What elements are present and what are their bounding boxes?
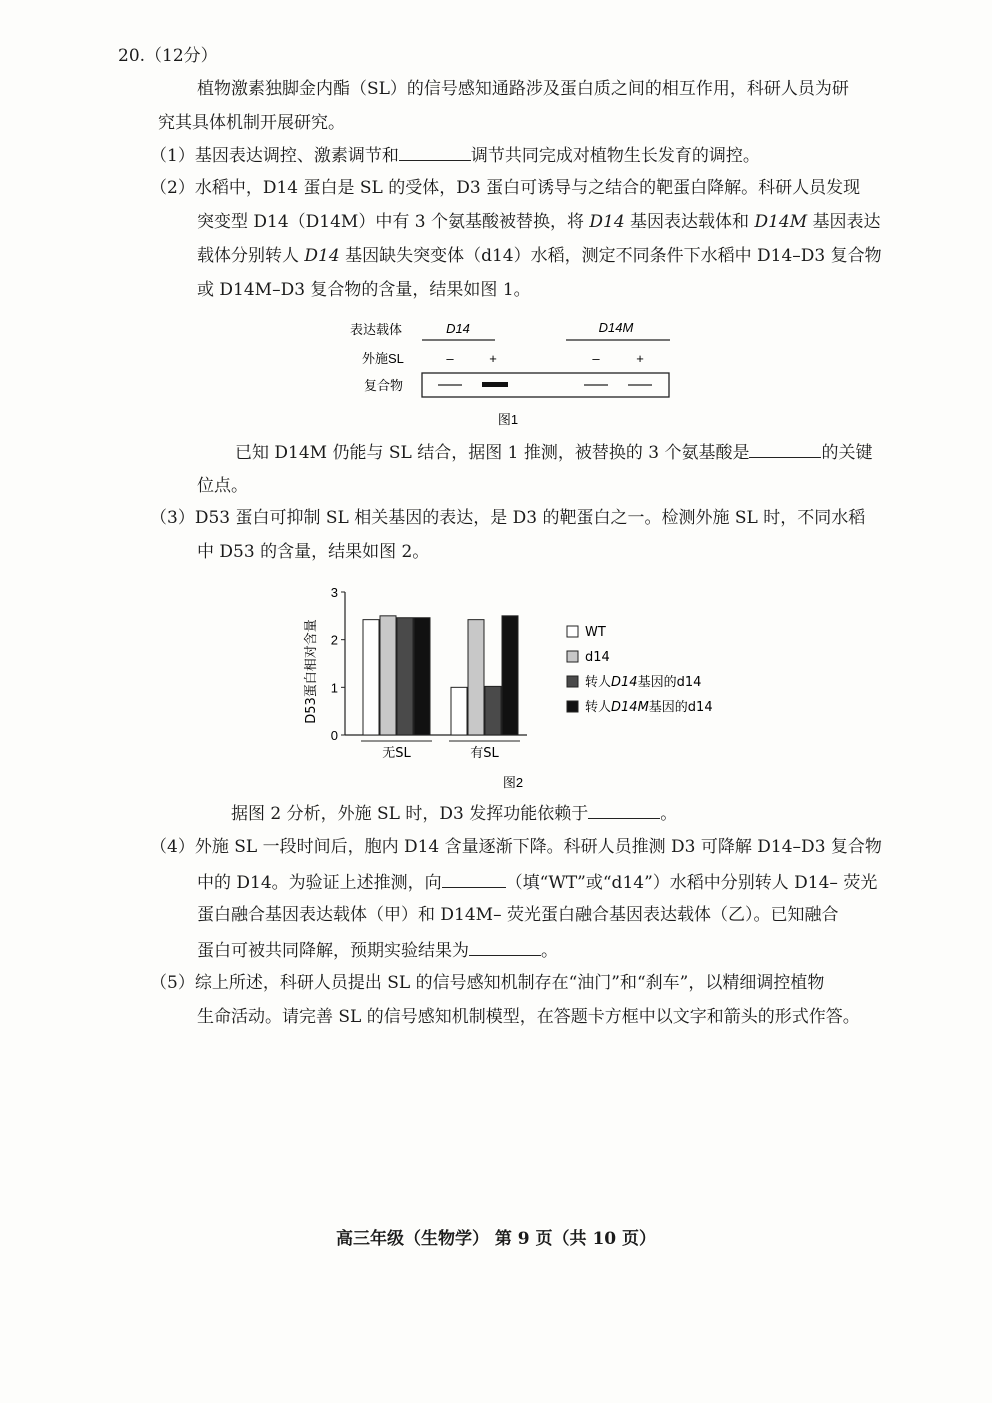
q4-text-4b: 。 — [541, 941, 558, 961]
category-label: 无SL — [382, 746, 411, 761]
legend-swatch — [567, 651, 578, 662]
bar-1-1 — [363, 620, 379, 735]
y-tick-label: 3 — [330, 585, 338, 600]
q2-line-4: 或 D14M–D3 复合物的含量，结果如图 1。 — [197, 280, 531, 300]
q2-text-2c: 基因表达载体和 — [624, 212, 755, 232]
bar-2-3 — [485, 686, 501, 735]
q2-after-text-a: 已知 D14M 仍能与 SL 结合，据图 1 推测，被替换的 3 个氨基酸是 — [235, 443, 750, 463]
q4-text-2b: （填“WT”或“d14”）水稻中分别转人 D14– 荧光 — [505, 873, 878, 893]
fig1-row-label-complex: 复合物 — [364, 378, 404, 393]
q2-answer-blank[interactable] — [749, 439, 821, 458]
q2-line-2 — [197, 210, 881, 234]
fig1-group-d14: D14 — [446, 321, 470, 336]
q2-gene-d14m: D14M — [754, 212, 808, 232]
intro-line-2: 究其具体机制开展研究。 — [158, 113, 345, 133]
q2-line-3 — [197, 244, 882, 268]
q1-text-a: 基因表达调控、激素调节和 — [194, 146, 399, 166]
question-header — [118, 44, 218, 68]
category-label: 有SL — [470, 746, 499, 761]
q1-text-b: 调节共同完成对植物生长发育的调控。 — [470, 146, 760, 166]
legend-label: WT — [585, 625, 606, 640]
q3-line-2: 中 D53 的含量，结果如图 2。 — [197, 542, 430, 562]
bar-2-2 — [468, 620, 484, 735]
bar-2-1 — [451, 687, 467, 735]
figure-1 — [340, 314, 680, 434]
q3-after-line — [231, 800, 677, 826]
q2-gene-d14-b: D14 — [304, 246, 340, 266]
fig2-caption: 图2 — [502, 775, 524, 790]
fig1-band-2 — [482, 382, 508, 387]
q2-text-2a: 突变型 D14（D14M）中有 3 个氨基酸被替换，将 — [197, 212, 590, 232]
y-axis-label: D53蛋白相对含量 — [304, 619, 319, 724]
q3-after-text-b: 。 — [660, 804, 678, 824]
fig1-caption: 图1 — [497, 412, 519, 427]
q2-line-1 — [150, 176, 860, 200]
q4-answer-blank-1[interactable] — [442, 869, 506, 888]
q4-text-4a: 蛋白可被共同降解，预期实验结果为 — [197, 941, 469, 961]
q2-text-2e: 基因表达 — [807, 212, 881, 232]
q5-text-1: 综上所述，科研人员提出 SL 的信号感知机制存在“油门”和“刹车”，以精细调控植物 — [194, 973, 825, 993]
bar-2-4 — [502, 616, 518, 735]
q4-text-1: 外施 SL 一段时间后，胞内 D14 含量逐渐下降。科研人员推测 D3 可降解 D14–D3 复合物 — [194, 837, 882, 857]
legend-label: d14 — [585, 650, 610, 665]
legend-swatch — [567, 626, 578, 637]
fig1-sign-2: + — [489, 351, 497, 366]
q4-text-2a: 中的 D14。为验证上述推测，向 — [197, 873, 442, 893]
question-number: 20. — [118, 46, 146, 66]
q4-line-3: 蛋白融合基因表达载体（甲）和 D14M– 荧光蛋白融合基因表达载体（乙）。已知融合 — [197, 905, 839, 925]
q2-after-line-2: 位点。 — [197, 476, 248, 496]
q4-line-1 — [150, 835, 882, 859]
legend-label: 转人D14M基因的d14 — [585, 700, 713, 715]
bar-1-3 — [397, 618, 413, 735]
q3-line-1 — [150, 506, 865, 530]
legend-label: 转人D14基因的d14 — [585, 675, 702, 690]
fig1-sign-4: + — [636, 351, 644, 366]
intro-line-1: 植物激素独脚金内酯（SL）的信号感知通路涉及蛋白质之间的相互作用，科研人员为研 — [197, 79, 849, 99]
q1-number: （1） — [150, 146, 195, 166]
q2-after-line-1 — [235, 439, 872, 465]
q2-text-1: 水稻中，D14 蛋白是 SL 的受体，D3 蛋白可诱导与之结合的靶蛋白降解。科研人员发现 — [194, 178, 861, 198]
q3-number: （3） — [150, 508, 195, 528]
fig1-sign-3: – — [592, 351, 600, 366]
q2-text-3c: 基因缺失突变体（d14）水稻，测定不同条件下水稻中 D14–D3 复合物 — [339, 246, 882, 266]
q3-after-text-a: 据图 2 分析，外施 SL 时，D3 发挥功能依赖于 — [231, 804, 589, 824]
y-tick-label: 2 — [330, 632, 338, 648]
q2-gene-d14: D14 — [589, 212, 625, 232]
q4-line-2 — [197, 869, 877, 895]
q3-text-1: D53 蛋白可抑制 SL 相关基因的表达，是 D3 的靶蛋白之一。检测外施 SL 时，不同水稻 — [194, 508, 866, 528]
q1-answer-blank[interactable] — [399, 142, 471, 161]
q5-number: （5） — [150, 973, 195, 993]
legend-swatch — [567, 701, 578, 712]
q4-answer-blank-2[interactable] — [469, 937, 541, 956]
y-tick-label: 1 — [330, 680, 338, 696]
fig1-group-d14m: D14M — [598, 320, 634, 335]
q1-line — [150, 142, 760, 168]
fig1-sign-1: – — [446, 351, 454, 366]
page-footer: 高三年级（生物学） 第 9 页（共 10 页） — [335, 1229, 657, 1249]
bar-1-4 — [414, 618, 430, 735]
q2-number: （2） — [150, 178, 195, 198]
question-points: （12分） — [145, 46, 218, 66]
q2-after-text-b: 的关键 — [821, 443, 873, 463]
q2-text-3a: 载体分别转人 — [197, 246, 305, 266]
y-tick-label: 0 — [330, 728, 338, 743]
fig1-row-label-sl: 外施SL — [362, 351, 404, 366]
fig1-row-label-vector: 表达载体 — [350, 322, 403, 337]
legend-swatch — [567, 676, 578, 687]
bar-1-2 — [380, 616, 396, 735]
q5-line-2: 生命活动。请完善 SL 的信号感知机制模型，在答题卡方框中以文字和箭头的形式作答。 — [197, 1007, 860, 1027]
q4-line-4 — [197, 937, 558, 963]
q4-number: （4） — [150, 837, 195, 857]
q5-line-1 — [150, 971, 824, 995]
figure-2-chart — [295, 582, 745, 792]
q3-answer-blank[interactable] — [588, 800, 660, 819]
